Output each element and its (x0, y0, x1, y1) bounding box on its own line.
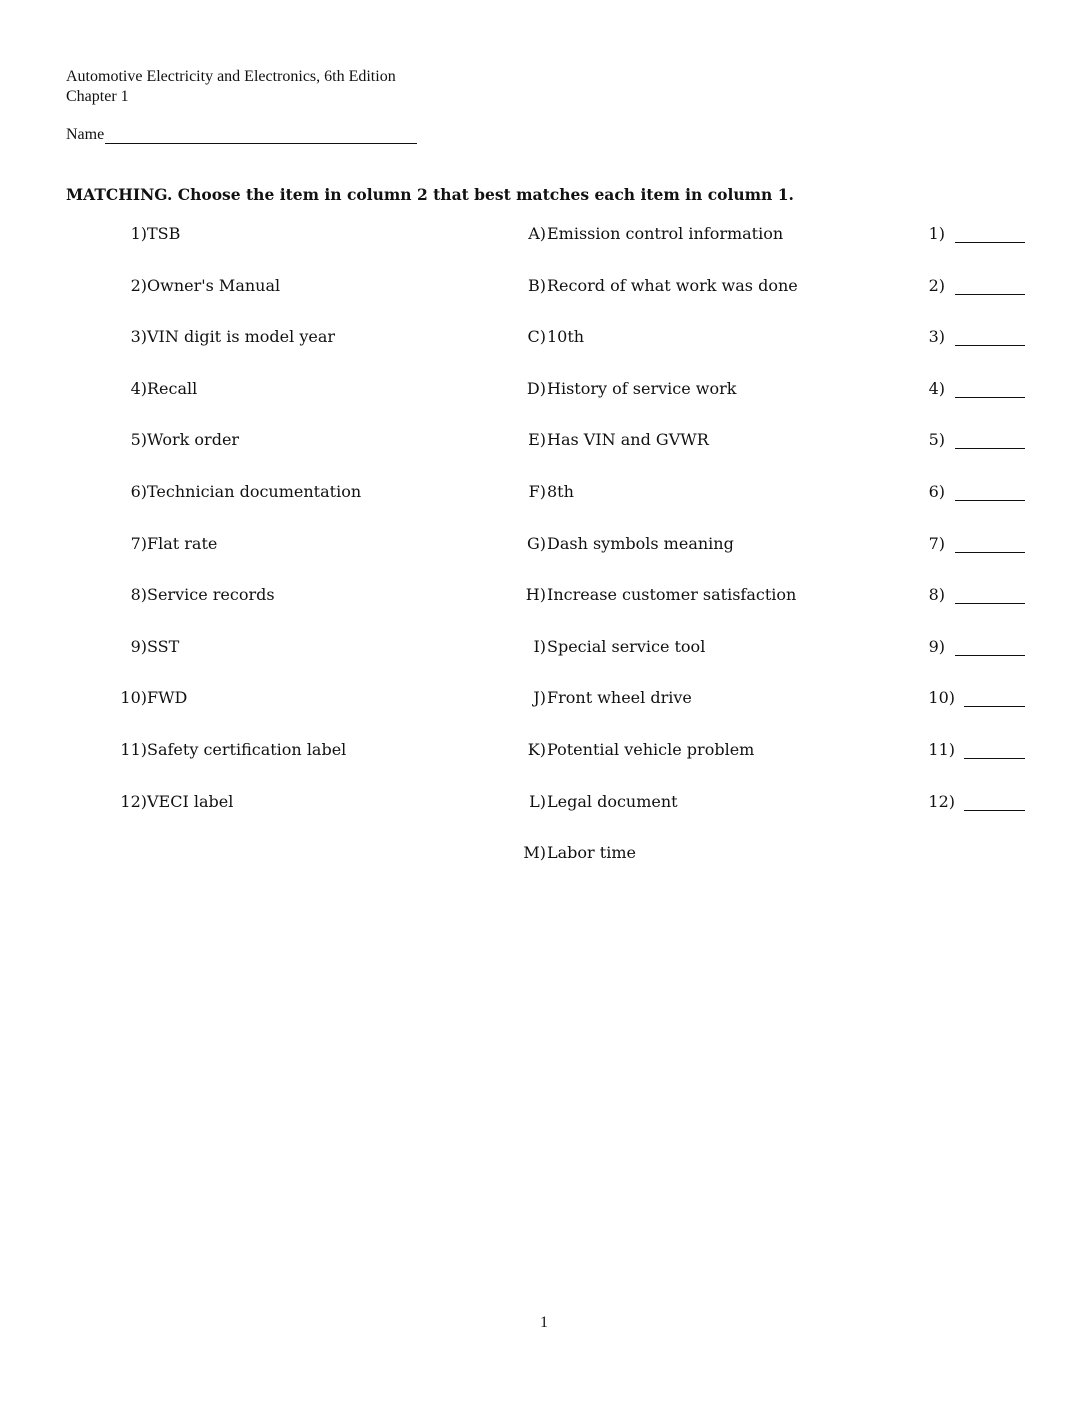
column2-item-letter: E) (528, 430, 546, 449)
column1-item-number: 6) (130, 482, 147, 501)
answer-number: 2) (928, 276, 945, 295)
document-title: Automotive Electricity and Electronics, 6th Edition (66, 68, 396, 85)
answer-blank[interactable] (964, 810, 1025, 811)
chapter-label: Chapter 1 (66, 88, 129, 105)
name-field[interactable] (105, 126, 417, 144)
column1-item-number: 10) (120, 688, 147, 707)
matching-row: 5) Work order E) Has VIN and GVWR 5) (0, 428, 1088, 458)
column2-item-letter: B) (528, 276, 546, 295)
instructions: MATCHING. Choose the item in column 2 that best matches each item in column 1. (66, 185, 794, 204)
answer-number: 12) (928, 792, 955, 811)
column1-item-number: 4) (130, 379, 147, 398)
matching-row: 8) Service records H) Increase customer satisfaction 8) (0, 583, 1088, 613)
answer-blank[interactable] (955, 242, 1025, 243)
column2-item-letter: M) (523, 843, 546, 862)
column1-item-number: 8) (130, 585, 147, 604)
answer-number: 4) (928, 379, 945, 398)
answer-blank[interactable] (955, 500, 1025, 501)
column2-item-letter: F) (528, 482, 546, 501)
matching-row: 11) Safety certification label K) Potential vehicle problem 11) (0, 738, 1088, 768)
column2-item-letter: J) (533, 688, 546, 707)
answer-blank[interactable] (955, 345, 1025, 346)
matching-row: 2) Owner's Manual B) Record of what work was done 2) (0, 274, 1088, 304)
answer-number: 9) (928, 637, 945, 656)
column1-item-number: 12) (120, 792, 147, 811)
name-label: Name (66, 126, 105, 143)
answer-blank[interactable] (955, 294, 1025, 295)
column1-item-number: 11) (120, 740, 147, 759)
matching-row: M) Labor time (0, 841, 1088, 871)
answer-number: 3) (928, 327, 945, 346)
answer-blank[interactable] (964, 758, 1025, 759)
column1-item-number: 7) (130, 534, 147, 553)
answer-number: 11) (928, 740, 955, 759)
column2-item-letter: I) (533, 637, 546, 656)
answer-number: 7) (928, 534, 945, 553)
column1-item-number: 3) (130, 327, 147, 346)
page-number: 1 (540, 1314, 548, 1331)
answer-number: 5) (928, 430, 945, 449)
column1-item-number: 5) (130, 430, 147, 449)
matching-row: 6) Technician documentation F) 8th 6) (0, 480, 1088, 510)
column2-item-letter: L) (529, 792, 546, 811)
column2-item-letter: C) (527, 327, 546, 346)
column2-item-letter: D) (526, 379, 546, 398)
column2-item-letter: K) (527, 740, 546, 759)
answer-number: 1) (928, 224, 945, 243)
column2-item-letter: G) (526, 534, 546, 553)
answer-number: 6) (928, 482, 945, 501)
name-row (66, 125, 417, 144)
answer-blank[interactable] (955, 603, 1025, 604)
column2-item-letter: H) (525, 585, 546, 604)
answer-blank[interactable] (955, 552, 1025, 553)
matching-row: 4) Recall D) History of service work 4) (0, 377, 1088, 407)
matching-row: 9) SST I) Special service tool 9) (0, 635, 1088, 665)
column2-item-letter: A) (528, 224, 546, 243)
matching-row: 10) FWD J) Front wheel drive 10) (0, 686, 1088, 716)
matching-row: 12) VECI label L) Legal document 12) (0, 790, 1088, 820)
answer-blank[interactable] (955, 655, 1025, 656)
column1-item-number: 2) (130, 276, 147, 295)
answer-blank[interactable] (964, 706, 1025, 707)
matching-row: 1) TSB A) Emission control information 1) (0, 222, 1088, 252)
answer-blank[interactable] (955, 397, 1025, 398)
column1-item-number: 9) (130, 637, 147, 656)
column1-item-number: 1) (130, 224, 147, 243)
answer-number: 10) (928, 688, 955, 707)
answer-blank[interactable] (955, 448, 1025, 449)
answer-number: 8) (928, 585, 945, 604)
matching-row: 3) VIN digit is model year C) 10th 3) (0, 325, 1088, 355)
matching-row: 7) Flat rate G) Dash symbols meaning 7) (0, 532, 1088, 562)
